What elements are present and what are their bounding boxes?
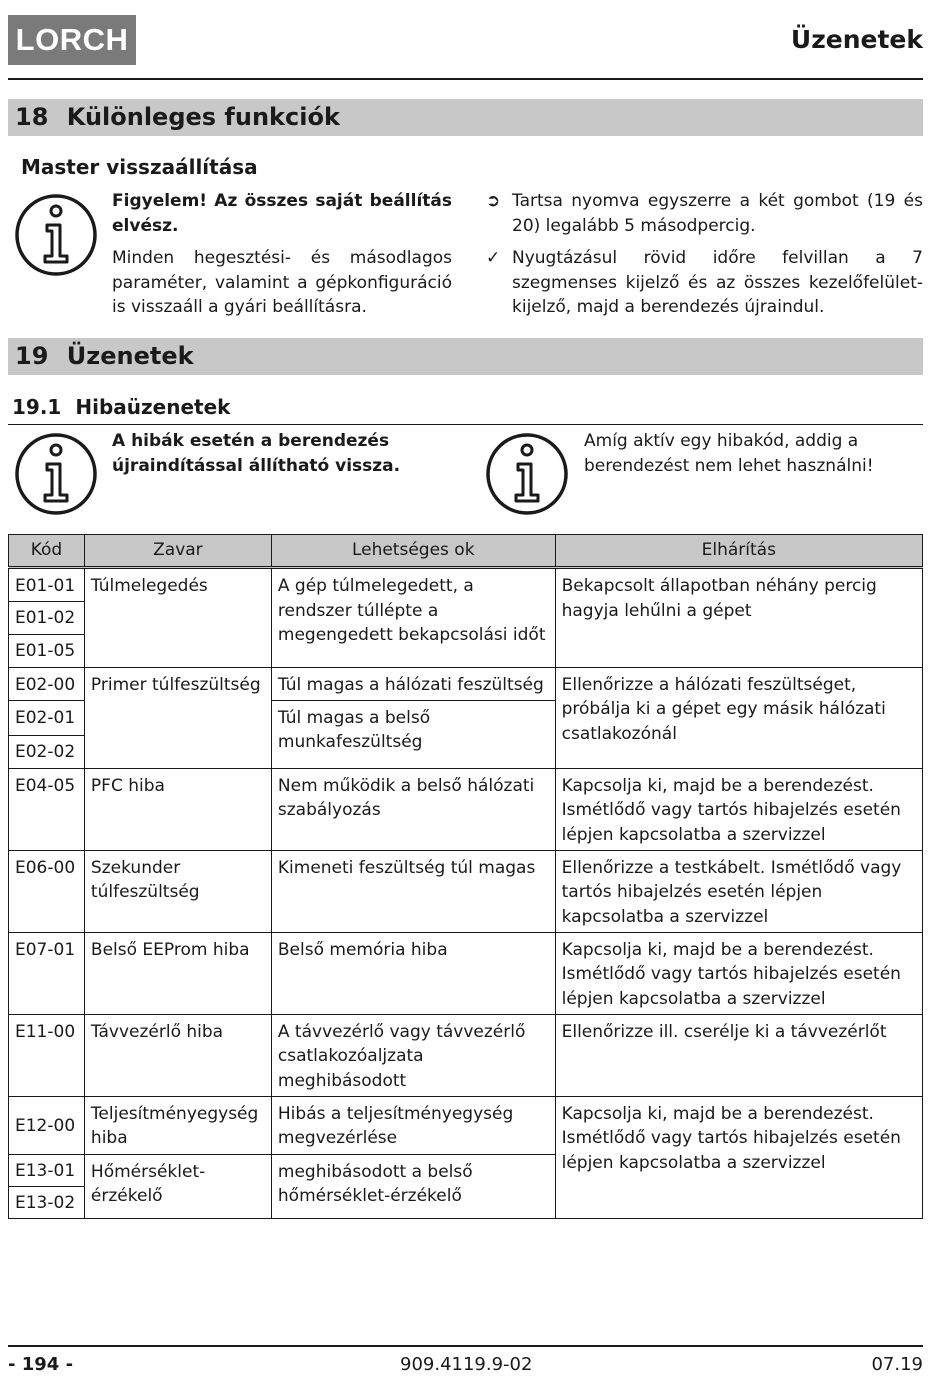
error-code: E13-01 xyxy=(9,1154,85,1186)
table-row xyxy=(9,932,923,1014)
error-code: E06-00 xyxy=(9,850,85,932)
error-code: E02-01 xyxy=(9,700,85,735)
header-rule xyxy=(8,78,923,80)
arrow-step-icon: ➲ xyxy=(486,191,501,211)
error-code: E02-00 xyxy=(9,667,85,700)
column-header: Lehetséges ok xyxy=(271,535,555,568)
error-table xyxy=(8,534,923,1219)
table-row xyxy=(9,850,923,932)
fault-cell: Primer túlfeszültség xyxy=(84,667,271,768)
note-restart-text: A hibák esetén a berendezés újraindítással állítható vissza. xyxy=(112,431,401,476)
fault-cell: Belső EEProm hiba xyxy=(84,932,271,1014)
fault-cell: Szekunder túlfeszültség xyxy=(84,850,271,932)
remedy-cell: Ellenőrizze a testkábelt. Ismétlődő vagy tartós hibajelzés esetén lépjen kapcsolatba a szervizzel xyxy=(555,850,922,932)
section-18-title: Különleges funkciók xyxy=(66,103,340,131)
subsection-19-1-title: Hibaüzenetek xyxy=(75,395,231,419)
table-row xyxy=(9,568,923,602)
error-code: E11-00 xyxy=(9,1014,85,1096)
column-header: Zavar xyxy=(84,535,271,568)
subsection-rule xyxy=(8,424,923,425)
lorch-logo: LORCH xyxy=(8,15,136,65)
error-code: E01-05 xyxy=(9,634,85,667)
fault-cell: PFC hiba xyxy=(84,768,271,850)
subsection-19-1-heading xyxy=(12,395,230,419)
section-18-number: 18 xyxy=(15,103,49,131)
section-19-heading xyxy=(8,338,923,375)
cause-cell: Túl magas a belső munkafeszültség xyxy=(271,700,555,768)
fault-cell: Túlmelegedés xyxy=(84,568,271,668)
table-row xyxy=(9,768,923,850)
footer-rule xyxy=(8,1345,923,1347)
remedy-cell: Kapcsolja ki, majd be a berendezést. Ismétlődő vagy tartós hibajelzés esetén lépjen kapcsolatba a szervizzel xyxy=(555,768,922,850)
warning-bold-text: Figyelem! Az összes saját beállítás elvész. xyxy=(112,191,452,236)
section-19-number: 19 xyxy=(15,342,49,370)
result-text: Nyugtázásul rövid időre felvillan a 7 szegmenses kijelző és az összes kezelőfelület-kijelző, majd a berendezés újraindul. xyxy=(512,248,923,317)
column-header: Elhárítás xyxy=(555,535,922,568)
document-date: 07.19 xyxy=(871,1354,923,1375)
step-instruction xyxy=(486,189,923,239)
error-code: E07-01 xyxy=(9,932,85,1014)
error-code: E02-02 xyxy=(9,735,85,768)
error-code: E01-02 xyxy=(9,601,85,634)
table-row xyxy=(9,1014,923,1096)
cause-cell: Kimeneti feszültség túl magas xyxy=(271,850,555,932)
cause-cell: meghibásodott a belső hőmérséklet-érzékelő xyxy=(271,1154,555,1218)
info-icon xyxy=(14,432,98,516)
remedy-cell: Ellenőrizze ill. cserélje ki a távvezérlőt xyxy=(555,1014,922,1096)
page-header-title: Üzenetek xyxy=(790,25,923,54)
fault-cell: Távvezérlő hiba xyxy=(84,1014,271,1096)
master-reset-subheading: Master visszaállítása xyxy=(21,155,258,179)
fault-cell: Hőmérséklet-érzékelő xyxy=(84,1154,271,1218)
checkmark-icon: ✓ xyxy=(486,248,501,268)
remedy-cell: Bekapcsolt állapotban néhány percig hagyja lehűlni a gépet xyxy=(555,568,922,668)
error-code: E12-00 xyxy=(9,1096,85,1154)
remedy-cell: Kapcsolja ki, majd be a berendezést. Ismétlődő vagy tartós hibajelzés esetén lépjen kapcsolatba a szervizzel xyxy=(555,1096,922,1218)
result-instruction xyxy=(486,246,923,321)
note-error-active-text: Amíg aktív egy hibakód, addig a berendezést nem lehet használni! xyxy=(584,431,874,476)
table-header-row xyxy=(9,535,923,568)
error-code: E13-02 xyxy=(9,1186,85,1218)
info-icon xyxy=(14,193,98,277)
fault-cell: Teljesítményegység hiba xyxy=(84,1096,271,1154)
table-row xyxy=(9,667,923,700)
section-18-heading xyxy=(8,99,923,136)
subsection-19-1-number: 19.1 xyxy=(12,395,62,419)
warning-text: Minden hegesztési- és másodlagos paraméter, valamint a gépkonfiguráció is visszaáll a gyári beállításra. xyxy=(112,248,452,317)
error-code: E04-05 xyxy=(9,768,85,850)
cause-cell: Hibás a teljesítményegység megvezérlése xyxy=(271,1096,555,1154)
section-19-title: Üzenetek xyxy=(66,342,194,370)
remedy-cell: Ellenőrizze a hálózati feszültséget, próbálja ki a gépet egy másik hálózati csatlakozónál xyxy=(555,667,922,768)
step-text: Tartsa nyomva egyszerre a két gombot (19 és 20) legalább 5 másodpercig. xyxy=(512,191,923,236)
cause-cell: Túl magas a hálózati feszültség xyxy=(271,667,555,700)
page-number: - 194 - xyxy=(8,1354,74,1375)
column-header: Kód xyxy=(9,535,85,568)
cause-cell: Nem működik a belső hálózati szabályozás xyxy=(271,768,555,850)
cause-cell: A gép túlmelegedett, a rendszer túllépte a megengedett bekapcsolási időt xyxy=(271,568,555,668)
cause-cell: A távvezérlő vagy távvezérlő csatlakozóaljzata meghibásodott xyxy=(271,1014,555,1096)
cause-cell: Belső memória hiba xyxy=(271,932,555,1014)
info-icon xyxy=(485,432,569,516)
document-number: 909.4119.9-02 xyxy=(400,1354,533,1375)
table-row xyxy=(9,1096,923,1154)
error-code: E01-01 xyxy=(9,568,85,602)
remedy-cell: Kapcsolja ki, majd be a berendezést. Ismétlődő vagy tartós hibajelzés esetén lépjen kapcsolatba a szervizzel xyxy=(555,932,922,1014)
